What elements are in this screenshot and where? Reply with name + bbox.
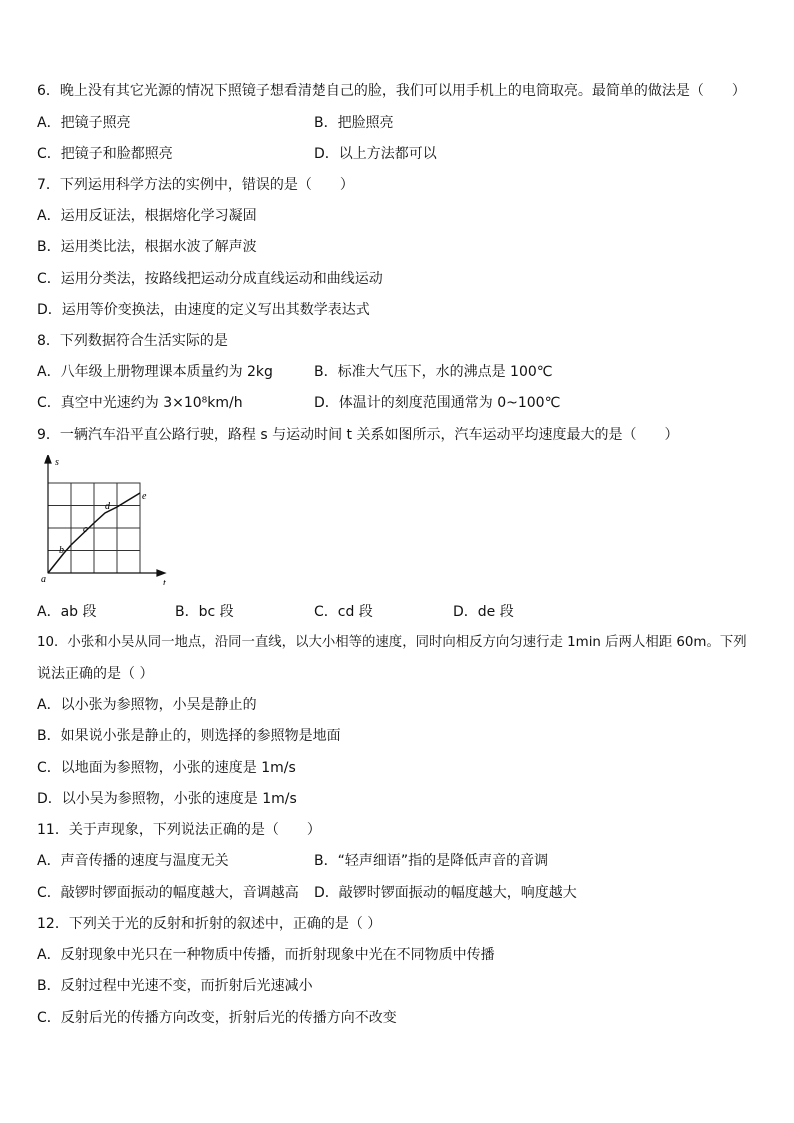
q6-option-b: B．把脸照亮 [314,115,394,131]
q6-option-a: A．把镜子照亮 [37,115,131,131]
graph-grid [48,483,140,573]
point-b-label: b [59,545,64,556]
q9-option-d: D．de 段 [453,604,514,620]
q9-stem: 9．一辆汽车沿平直公路行驶，路程 s 与运动时间 t 关系如图所示，汽车运动平均速度最大的是（ ） [37,427,679,443]
q8-option-b: B．标准大气压下，水的沸点是 100℃ [314,364,553,380]
q11-option-c: C．敲锣时锣面振动的幅度越大，音调越高 [37,885,299,901]
q7-option-d: D．运用等价变换法，由速度的定义写出其数学表达式 [37,302,370,318]
x-axis-arrow [157,570,165,576]
y-axis-arrow [45,455,51,463]
q6-option-c: C．把镜子和脸都照亮 [37,146,173,162]
x-axis-label: t [163,578,166,585]
q10-option-b: B．如果说小张是静止的，则选择的参照物是地面 [37,728,341,744]
q6-stem: 6．晚上没有其它光源的情况下照镜子想看清楚自己的脸，我们可以用手机上的电筒取亮。最简单的做法是（ ） [37,83,746,99]
q7-stem: 7．下列运用科学方法的实例中，错误的是（ ） [37,177,354,193]
q12-option-c: C．反射后光的传播方向改变，折射后光的传播方向不改变 [37,1010,397,1026]
q12-stem: 12．下列关于光的反射和折射的叙述中，正确的是（ ） [37,916,382,932]
point-c-label: c [83,524,88,535]
q12-option-b: B．反射过程中光速不变，而折射后光速减小 [37,978,313,994]
q9-option-c: C．cd 段 [314,604,373,620]
point-a-label: a [41,574,46,585]
q8-stem: 8．下列数据符合生活实际的是 [37,333,228,349]
q7-option-c: C．运用分类法，按路线把运动分成直线运动和曲线运动 [37,271,383,287]
y-axis-label: s [55,457,59,468]
q10-option-a: A．以小张为参照物，小吴是静止的 [37,697,257,713]
q7-option-b: B．运用类比法，根据水波了解声波 [37,239,257,255]
q11-option-a: A．声音传播的速度与温度无关 [37,853,229,869]
q10-option-c: C．以地面为参照物，小张的速度是 1m/s [37,760,296,776]
q11-option-b: B．“轻声细语”指的是降低声音的音调 [314,853,549,869]
q6-option-d: D．以上方法都可以 [314,146,437,162]
q9-option-b: B．bc 段 [175,604,234,620]
q12-option-a: A．反射现象中光只在一种物质中传播，而折射现象中光在不同物质中传播 [37,947,495,963]
q8-option-d: D．体温计的刻度范围通常为 0~100℃ [314,395,561,411]
q11-option-d: D．敲锣时锣面振动的幅度越大，响度越大 [314,885,577,901]
q7-option-a: A．运用反证法，根据熔化学习凝固 [37,208,257,224]
q10-option-d: D．以小吴为参照物，小张的速度是 1m/s [37,791,297,807]
point-d-label: d [105,501,110,512]
q8-option-c: C．真空中光速约为 3×10⁸km/h [37,395,243,411]
point-e-label: e [142,491,147,502]
q11-stem: 11．关于声现象，下列说法正确的是（ ） [37,822,321,838]
q10-stem-line2: 说法正确的是（ ） [37,666,154,682]
q9-option-a: A．ab 段 [37,604,97,620]
q8-option-a: A．八年级上册物理课本质量约为 2kg [37,364,273,380]
q10-stem-line1: 10．小张和小吴从同一地点，沿同一直线，以大小相等的速度，同时向相反方向匀速行走 1min 后两人相距 60m。下列 [37,635,747,650]
s-t-graph [37,455,177,585]
